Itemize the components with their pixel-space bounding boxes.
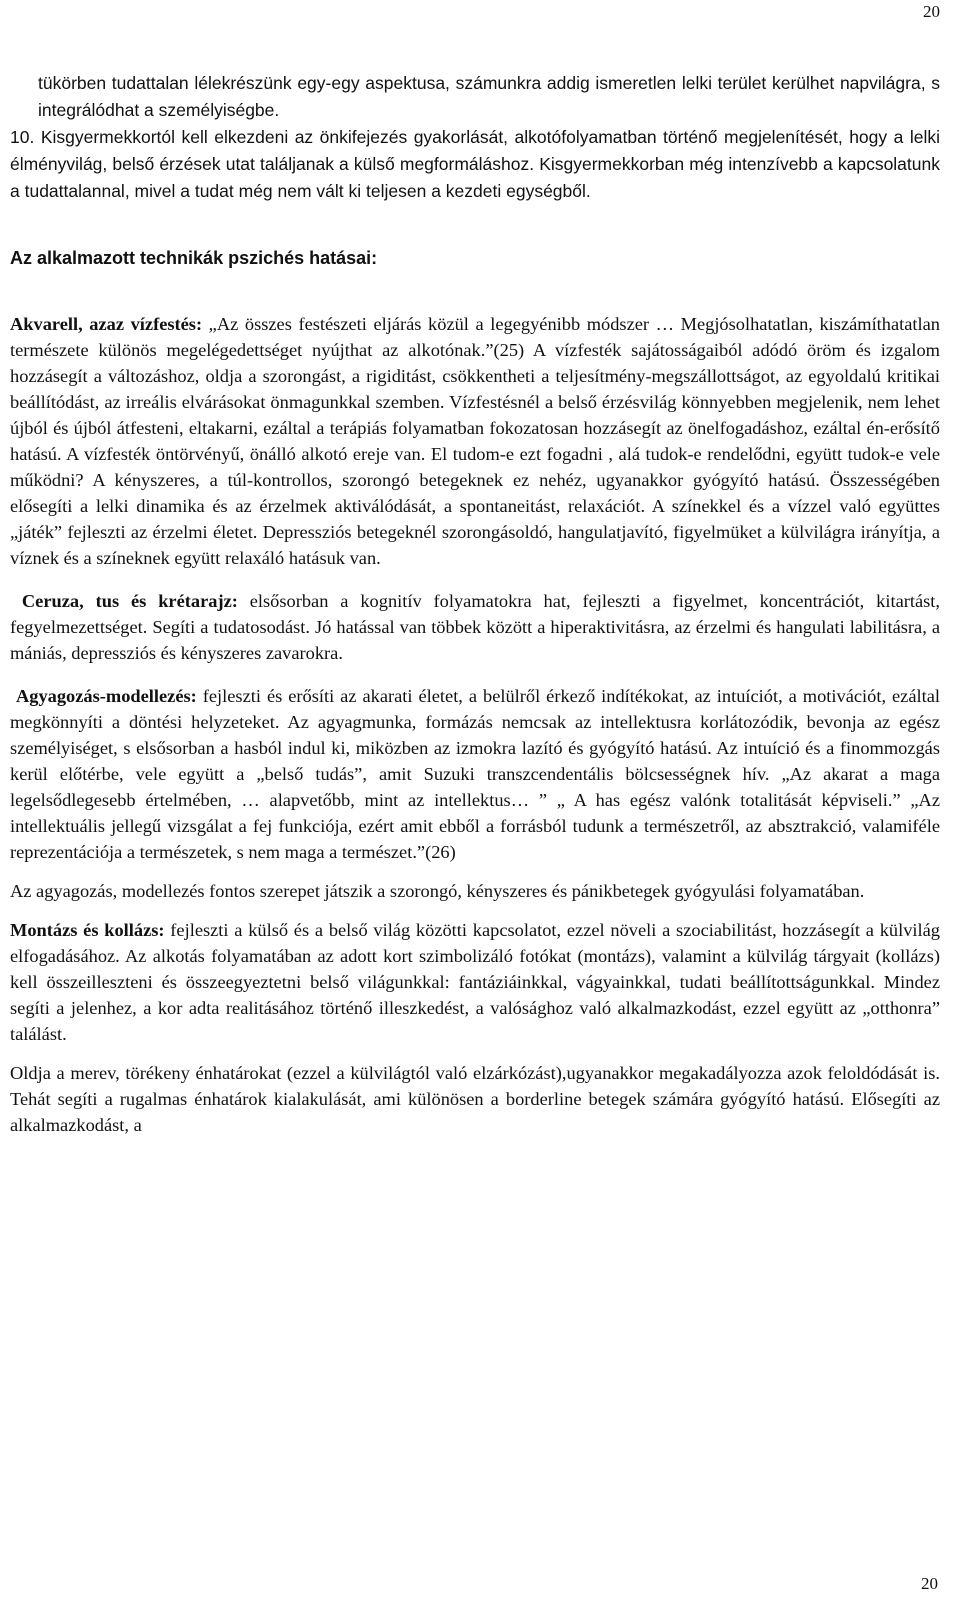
- ceruza-text: elsősorban a kognitív folyamatokra hat, fejleszti a figyelmet, koncentrációt, kitartást, fegyelmezettséget. Segíti a tudatosodást. Jó hatással van többek között a hiperaktivitásra, az érzelmi és hangulati labilitásra, a mániás, depressziós és kényszeres zavarokra.: [10, 591, 940, 663]
- montazs-text: fejleszti a külső és a belső világ közötti kapcsolatot, ezzel növeli a szociabilitást, hozzásegít a külvilág elfogadásához. Az alkotás folyamatában az adott kort szimbolizáló fotókat (montázs), valamint a külvilág tárgyait (kollázs) kell összeilleszteni és összeegyeztetni belső világunkkal: fantáziáinkkal, vágyainkkal, tudati beállítottságunkkal. Mindez segíti a jelenhez, a kor adta realitásához történő illeszkedést, a valósághoz való alkalmazkodást, ezzel együtt az „otthonra” találást.: [10, 920, 940, 1044]
- term-agyag: Agyagozás-modellezés:: [15, 686, 197, 706]
- paragraph-ceruza: [10, 588, 940, 666]
- list-item-10-text: Kisgyermekkortól kell elkezdeni az önkifejezés gyakorlását, alkotófolyamatban történő megjelenítését, hogy a lelki élményvilág, belső érzések utat találjanak a külső megformáláshoz. Kisgyermekkorban még intenzívebb a kapcsolatunk a tudattalannal, mivel a tudat még nem vált ki teljesen a kezdeti egységből.: [10, 127, 940, 201]
- page-number-top: 20: [923, 2, 940, 21]
- document-page: [10, 70, 940, 1138]
- akvarell-text: „Az összes festészeti eljárás közül a legegyénibb módszer … Megjósolhatatlan, kiszámíthatatlan természete különös megelégedettséget nyújthat az alkotónak.”(25) A vízfesték sajátosságaiból adódó öröm és izgalom hozzásegít a változáshoz, oldja a szorongást, a rigiditást, csökkentheti a teljesítmény-megszállottságot, az egyoldalú kritikai beállítódást, az irreális elvárásokat önmagunkkal szemben. Vízfestésnél a belső érzésvilág könnyebben megjelenik, nem lehet újból és újból átfesteni, eltakarni, ezáltal a terápiás folyamatban fokozatosan hozzásegít az önelfogadáshoz, ezáltal én-erősítő hatású. A vízfesték öntörvényű, önálló alkotó ereje van. El tudom-e ezt fogadni , alá tudok-e rendelődni, együtt tudok-e vele működni? A kényszeres, a túl-kontrollos, szorongó betegeknek ez nehéz, ugyanakkor gyógyító hatású. Összességében elősegíti a lelki dinamika és az érzelmek aktiválódását, a spontaneitást, relaxációt. A színekkel és a vízzel való együttes „játék” fejleszti az érzelmi életet. Depressziós betegeknél szorongásoldó, hangulatjavító, figyelmüket a külvilágra irányítja, a víznek és a színeknek együtt relaxáló hatásuk van.: [10, 314, 940, 568]
- paragraph-akvarell: [10, 311, 940, 571]
- term-montazs: Montázs és kollázs:: [10, 920, 165, 940]
- term-ceruza: Ceruza, tus és krétarajz:: [21, 591, 238, 611]
- paragraph-oldja: Oldja a merev, törékeny énhatárokat (ezzel a külvilágtól való elzárkózást),ugyanakkor megakadályozza azok feloldódását is. Tehát segíti a rugalmas énhatárok kialakulását, ami különösen a borderline betegek számára gyógyító hatású. Elősegíti az alkalmazkodást, a: [10, 1063, 940, 1135]
- paragraph-montazs: [10, 917, 940, 1047]
- paragraph-agyag: [10, 683, 940, 865]
- intro-continuation: tükörben tudattalan lélekrészünk egy-egy aspektusa, számunkra addig ismeretlen lelki terület kerülhet napvilágra, s integrálódhat a személyiségbe.: [38, 73, 940, 120]
- agyag-text: fejleszti és erősíti az akarati életet, a belülről érkező indítékokat, az intuíciót, a motivációt, ezáltal megkönnyíti a döntési helyzeteket. Az agyagmunka, formázás nemcsak az intellektusra korlátozódik, bevonja az egész személyiséget, s elsősorban a hasból indul ki, miközben az izmokra lazító és gyógyító hatású. Az intuíció és a finommozgás kerül előtérbe, vele együtt a „belső tudás”, amit Suzuki transzcendentális bölcsességnek hív. „Az akarat a maga legelsődlegesebb értelmében, … alapvetőbb, mint az intellektus… ” „ A has egész valónk totalitását képviseli.” „Az intellektuális jellegű vizsgálat a fej funkciója, ezért amit ebből a forrásból tudunk a természetről, az absztrakció, valamiféle reprezentációja a természetek, s nem maga a természet.”(26): [10, 686, 940, 862]
- term-akvarell: Akvarell, azaz vízfestés:: [10, 314, 203, 334]
- list-item-10: [10, 124, 940, 205]
- list-item-number: 10.: [10, 127, 35, 147]
- section-heading: Az alkalmazott technikák pszichés hatásai:: [10, 248, 378, 268]
- paragraph-agyag-followup: Az agyagozás, modellezés fontos szerepet játszik a szorongó, kényszeres és pánikbetegek gyógyulási folyamatában.: [10, 881, 865, 901]
- page-number-bottom: 20: [921, 1574, 938, 1593]
